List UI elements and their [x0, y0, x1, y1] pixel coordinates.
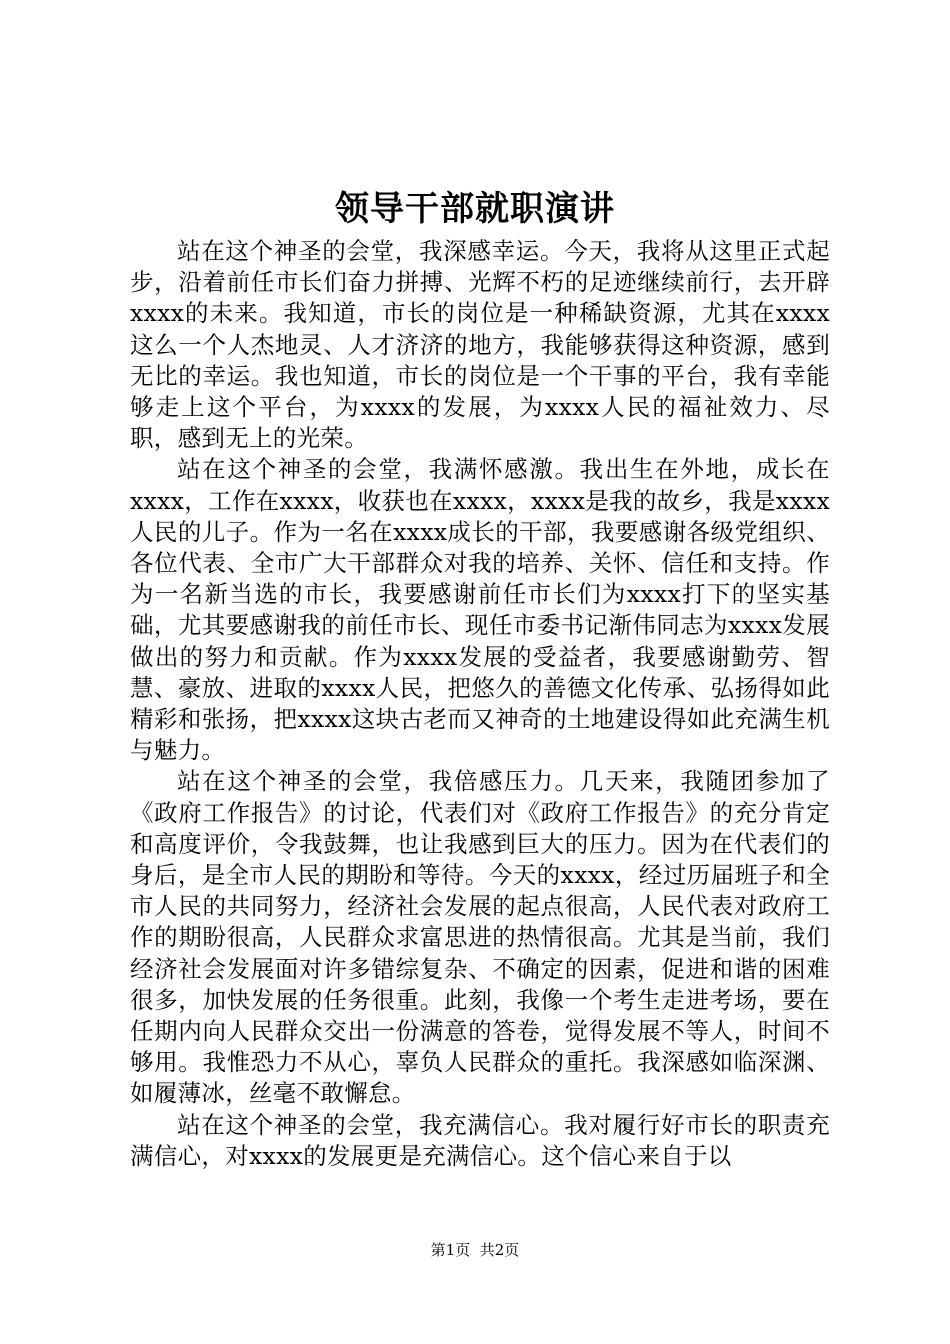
page-total: 共2页	[479, 1241, 520, 1259]
page-footer	[0, 1240, 950, 1260]
page-number: 第1页	[430, 1241, 471, 1259]
document-title: 领导干部就职演讲	[335, 189, 615, 229]
paragraph-3: 站在这个神圣的会堂，我倍感压力。几天来，我随团参加了《政府工作报告》的讨论，代表们对《政府工作报告》的充分肯定和高度评价，令我鼓舞，也让我感到巨大的压力。因为在代表们的身后，是全市人民的期盼和等待。今天的xxxx，经过历届班子和全市人民的共同努力，经济社会发展的起点很高，人民代表对政府工作的期盼很高，人民群众求富思进的热情很高。尤其是当前，我们经济社会发展面对许多错综复杂、不确定的因素，促进和谐的困难很多，加快发展的任务很重。此刻，我像一个考生走进考场，要在任期内向人民群众交出一份满意的答卷，觉得发展不等人，时间不够用。我惟恐力不从心，辜负人民群众的重托。我深感如临深渊、如履薄冰，丝毫不敢懈怠。	[130, 767, 830, 1108]
document-body	[130, 236, 830, 1172]
paragraph-4: 站在这个神圣的会堂，我充满信心。我对履行好市长的职责充满信心，对xxxx的发展更是充满信心。这个信心来自于以	[130, 1110, 830, 1170]
paragraph-2: 站在这个神圣的会堂，我满怀感激。我出生在外地，成长在xxxx，工作在xxxx，收获也在xxxx，xxxx是我的故乡，我是xxxx人民的儿子。作为一名在xxxx成长的干部，我要感谢各级党组织、各位代表、全市广大干部群众对我的培养、关怀、信任和支持。作为一名新当选的市长，我要感谢前任市长们为xxxx打下的坚实基础，尤其要感谢我的前任市长、现任市委书记渐伟同志为xxxx发展做出的努力和贡献。作为xxxx发展的受益者，我要感谢勤劳、智慧、豪放、进取的xxxx人民，把悠久的善德文化传承、弘扬得如此精彩和张扬，把xxxx这块古老而又神奇的土地建设得如此充满生机与魅力。	[130, 455, 830, 765]
paragraph-1: 站在这个神圣的会堂，我深感幸运。今天，我将从这里正式起步，沿着前任市长们奋力拼搏、光辉不朽的足迹继续前行，去开辟xxxx的未来。我知道，市长的岗位是一种稀缺资源，尤其在xxxx这么一个人杰地灵、人才济济的地方，我能够获得这种资源，感到无比的幸运。我也知道，市长的岗位是一个干事的平台，我有幸能够走上这个平台，为xxxx的发展，为xxxx人民的福祉效力、尽职，感到无上的光荣。	[130, 237, 830, 453]
